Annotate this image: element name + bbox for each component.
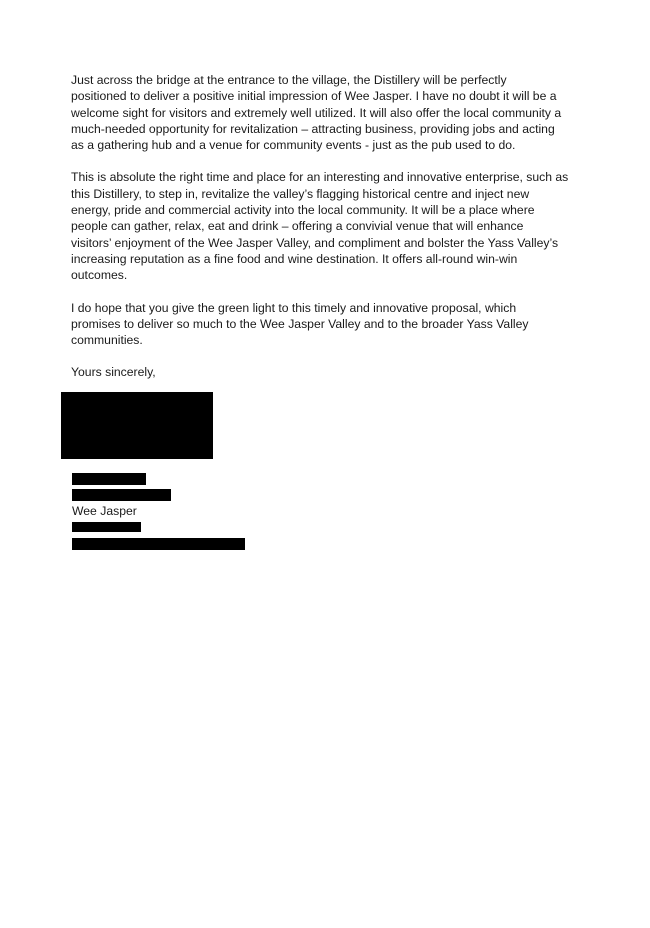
paragraph-2 <box>71 169 591 283</box>
paragraph-line: promises to deliver so much to the Wee Jasper Valley and to the broader Yass Valley <box>71 316 529 331</box>
paragraph-1 <box>71 72 591 153</box>
paragraph-line: as a gathering hub and a venue for community events - just as the pub used to do. <box>71 138 516 153</box>
redacted-address-line <box>72 489 171 501</box>
redacted-signature-block <box>61 392 213 459</box>
paragraph-line: I do hope that you give the green light to this timely and innovative proposal, which <box>71 300 517 315</box>
paragraph-3 <box>71 300 591 349</box>
paragraph-line: much-needed opportunity for revitalization – attracting business, providing jobs and acting <box>71 121 555 136</box>
redacted-email-line <box>72 538 245 550</box>
paragraph-line: welcome sight for visitors and extremely well utilized. It will also offer the local community a <box>71 105 562 120</box>
paragraph-line: energy, pride and commercial activity into the local community. It will be a place where <box>71 203 535 218</box>
paragraph-line: increasing reputation as a fine food and wine destination. It offers all-round win-win <box>71 251 518 266</box>
paragraph-line: Just across the bridge at the entrance to the village, the Distillery will be perfectly <box>71 73 507 87</box>
paragraph-line: visitors’ enjoyment of the Wee Jasper Valley, and compliment and bolster the Yass Valley’s <box>71 235 559 250</box>
paragraph-line: this Distillery, to step in, revitalize the valley’s flagging historical centre and inject new <box>71 186 530 201</box>
address-town: Wee Jasper <box>72 504 137 518</box>
paragraph-line: outcomes. <box>71 268 128 283</box>
paragraph-line: positioned to deliver a positive initial impression of Wee Jasper. I have no doubt it will be a <box>71 89 557 104</box>
redacted-name-line <box>72 473 146 485</box>
paragraph-line: communities. <box>71 333 143 348</box>
paragraph-line: This is absolute the right time and place for an interesting and innovative enterprise, such as <box>71 170 569 185</box>
closing-salutation: Yours sincerely, <box>71 365 156 380</box>
redacted-postcode-line <box>72 522 141 532</box>
letter-body <box>71 72 591 381</box>
paragraph-line: people can gather, relax, eat and drink – offering a convivial venue that will enhance <box>71 219 524 234</box>
